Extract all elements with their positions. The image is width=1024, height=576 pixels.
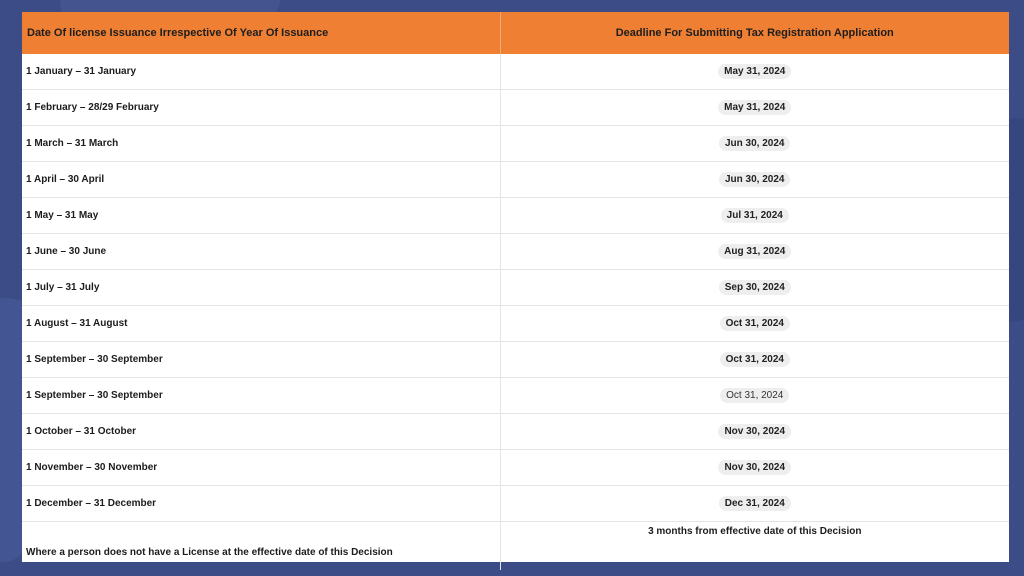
deadline-badge: Nov 30, 2024 [718, 424, 791, 439]
table-row [22, 342, 1009, 378]
deadline-cell [500, 90, 1009, 126]
deadline-badge: Oct 31, 2024 [720, 352, 790, 367]
period-cell: 1 July – 31 July [22, 270, 500, 306]
deadline-cell [500, 54, 1009, 90]
deadline-badge: May 31, 2024 [718, 64, 791, 79]
table-row [22, 90, 1009, 126]
period-cell: 1 January – 31 January [22, 54, 500, 90]
deadline-badge: Jul 31, 2024 [721, 208, 789, 223]
deadline-badge: Jun 30, 2024 [719, 172, 790, 187]
header-deadline: Deadline For Submitting Tax Registration Application [500, 12, 1009, 54]
deadline-cell [500, 378, 1009, 414]
period-cell: 1 March – 31 March [22, 126, 500, 162]
period-cell: 1 August – 31 August [22, 306, 500, 342]
period-cell: 1 February – 28/29 February [22, 90, 500, 126]
period-cell: 1 June – 30 June [22, 234, 500, 270]
table-row [22, 414, 1009, 450]
period-cell: 1 April – 30 April [22, 162, 500, 198]
table-header-row [22, 12, 1009, 54]
header-license-issuance: Date Of license Issuance Irrespective Of Year Of Issuance [22, 12, 500, 54]
table-row [22, 486, 1009, 522]
period-cell: 1 September – 30 September [22, 378, 500, 414]
deadline-cell [500, 162, 1009, 198]
deadline-badge: Aug 31, 2024 [718, 244, 791, 259]
deadline-cell [500, 198, 1009, 234]
deadline-cell [500, 126, 1009, 162]
period-cell: 1 October – 31 October [22, 414, 500, 450]
deadline-cell: 3 months from effective date of this Decision [648, 526, 862, 537]
table-row [22, 270, 1009, 306]
deadline-cell [500, 234, 1009, 270]
deadline-badge: Jun 30, 2024 [719, 136, 790, 151]
table-row [22, 126, 1009, 162]
deadline-cell [500, 270, 1009, 306]
period-cell: Where a person does not have a License at the effective date of this Decision [22, 522, 500, 571]
deadline-cell [500, 450, 1009, 486]
deadline-badge: Nov 30, 2024 [718, 460, 791, 475]
deadline-table [22, 12, 1009, 570]
period-cell: 1 December – 31 December [22, 486, 500, 522]
table-row [22, 306, 1009, 342]
deadline-badge: Dec 31, 2024 [719, 496, 791, 511]
period-cell: 1 May – 31 May [22, 198, 500, 234]
deadline-cell [500, 486, 1009, 522]
period-cell: 1 November – 30 November [22, 450, 500, 486]
table-row [22, 450, 1009, 486]
table-row [22, 234, 1009, 270]
table-row [22, 378, 1009, 414]
table-row [22, 162, 1009, 198]
table-row [22, 198, 1009, 234]
deadline-badge: Sep 30, 2024 [719, 280, 791, 295]
deadline-badge: Oct 31, 2024 [720, 388, 789, 403]
table-row [22, 54, 1009, 90]
deadline-badge: Oct 31, 2024 [720, 316, 790, 331]
deadline-cell [500, 306, 1009, 342]
deadline-badge: May 31, 2024 [718, 100, 791, 115]
deadline-cell [500, 342, 1009, 378]
deadline-table-container [22, 12, 1009, 562]
deadline-cell [500, 414, 1009, 450]
period-cell: 1 September – 30 September [22, 342, 500, 378]
table-row [22, 522, 1009, 571]
